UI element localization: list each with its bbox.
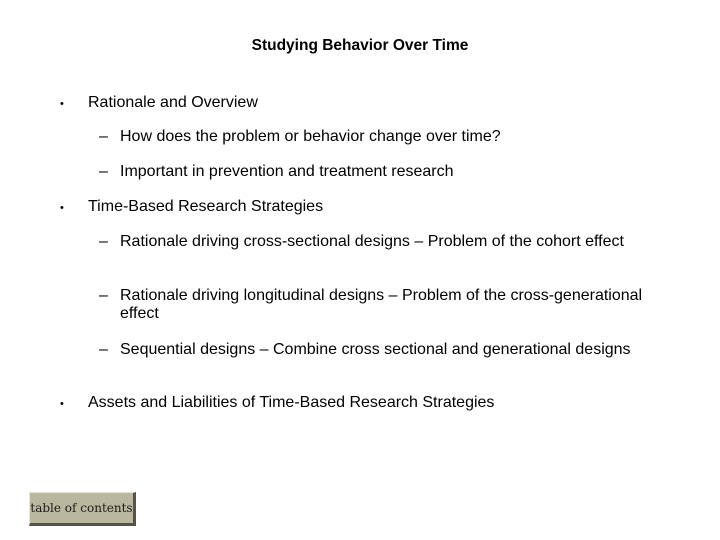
dash-marker: –	[99, 287, 108, 304]
section-heading-assets-liabilities: Assets and Liabilities of Time-Based Research Strategies	[88, 394, 495, 411]
sub-item-longitudinal: Rationale driving longitudinal designs – Problem of the cross-generational effect	[120, 287, 643, 322]
dash-marker: –	[99, 233, 108, 250]
bullet-marker: •	[60, 398, 64, 410]
sub-item-sequential: Sequential designs – Combine cross sectional and generational designs	[120, 341, 631, 358]
sub-item-change-over-time: How does the problem or behavior change over time?	[120, 128, 501, 145]
dash-marker: –	[99, 163, 108, 180]
dash-marker: –	[99, 341, 108, 358]
section-heading-rationale: Rationale and Overview	[88, 94, 258, 111]
slide-title: Studying Behavior Over Time	[251, 37, 469, 54]
bullet-marker: •	[60, 98, 64, 110]
section-heading-strategies: Time-Based Research Strategies	[88, 198, 324, 215]
sub-item-cross-sectional: Rationale driving cross-sectional designs – Problem of the cohort effect	[120, 233, 624, 250]
sub-item-prevention-research: Important in prevention and treatment research	[120, 163, 454, 180]
dash-marker: –	[99, 128, 108, 145]
bullet-marker: •	[60, 202, 64, 214]
table-of-contents-button[interactable]: table of contents	[29, 492, 136, 526]
